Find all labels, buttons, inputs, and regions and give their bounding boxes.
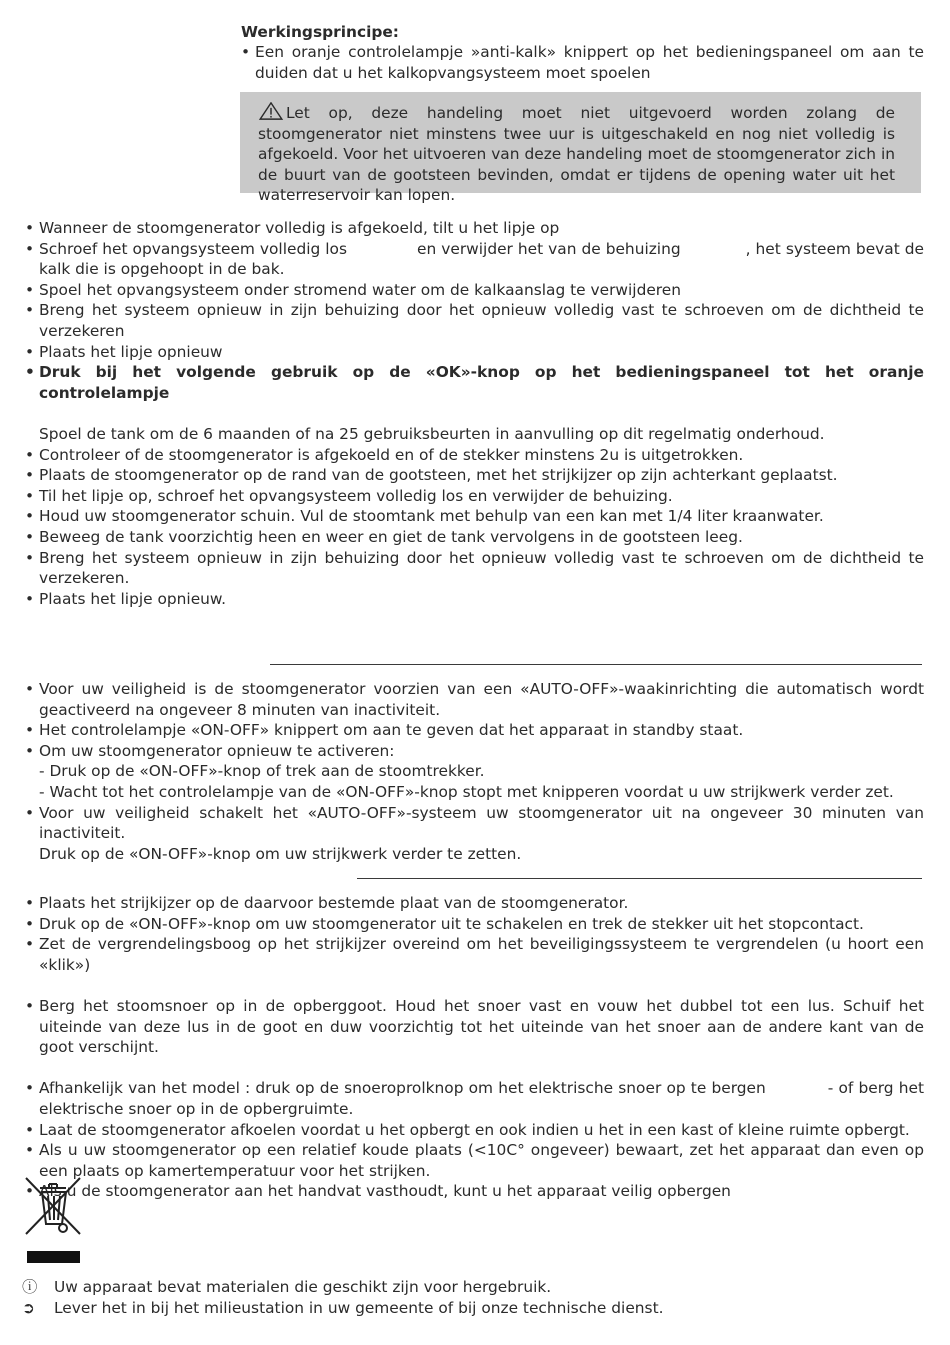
tank-step: • Til het lipje op, schroef het opvangsysteem volledig los en verwijder de behuizing. [25, 486, 924, 507]
tank-step: • Plaats het lipje opnieuw. [25, 589, 924, 610]
tank-step: • Houd uw stoomgenerator schuin. Vul de stoomtank met behulp van een kan met 1/4 liter kraanwater. [25, 506, 924, 527]
autooff-line: Druk op de «ON-OFF»-knop om uw strijkwerk verder te zetten. [39, 844, 522, 863]
autooff-dash: - Druk op de «ON-OFF»-knop of trek aan de stoomtrekker. [39, 762, 485, 781]
storage-step: • Berg het stoomsnoer op in de opberggoot. Houd het snoer vast en vouw het dubbel tot een lus. Schuif het uiteinde van deze lus in de goot en duw voorzichtig tot het uiteinde van het snoer aan de andere kant van de goot verschijnt. [25, 996, 924, 1058]
section-rule [270, 664, 922, 665]
weee-bar [27, 1251, 80, 1263]
rinse-step: • Breng het systeem opnieuw in zijn behuizing door het opnieuw volledig vast te schroeven om de dichtheid te verzekeren [25, 300, 924, 341]
autooff-bullet: • Om uw stoomgenerator opnieuw te activeren: [25, 741, 924, 762]
principle-list [241, 42, 924, 83]
tank-step: • Controleer of de stoomgenerator is afgekoeld en of de stekker minstens 2u is uitgetrokken. [25, 445, 924, 466]
warning-box [240, 92, 921, 205]
rinse-step: • Spoel het opvangsysteem onder stromend water om de kalkaanslag te verwijderen [25, 280, 924, 301]
warning-triangle-icon [258, 102, 284, 120]
storage-step: • Laat de stoomgenerator afkoelen voordat u het opbergt en ook indien u het in een kast of kleine ruimte opbergt. [25, 1120, 924, 1141]
storage-list [25, 893, 929, 1202]
principle-heading: Werkingsprincipe: [241, 23, 399, 41]
tank-step: • Plaats de stoomgenerator op de rand van de gootsteen, met het strijkijzer op zijn achterkant geplaatst. [25, 465, 924, 486]
footer-line-return [22, 1298, 664, 1319]
rinse-step: • Plaats het lipje opnieuw [25, 342, 924, 363]
spacer [25, 1058, 924, 1079]
autooff-bullet: • Het controlelampje «ON-OFF» knippert om aan te geven dat het apparaat in standby staat. [25, 720, 924, 741]
storage-step: • Zet de vergrendelingsboog op het strijkijzer overeind om het beveiligingssysteem te vergrendelen (u hoort een «klik») [25, 934, 924, 975]
autooff-list [25, 679, 924, 864]
warning-text: Let op, deze handeling moet niet uitgevoerd worden zolang de stoomgenerator niet minstens twee uur is uitgeschakeld en nog niet volledig is afgekoeld. Voor het uitvoeren van deze handeling moet de stoomgenerator zich in de buurt van de gootsteen bevinden, omdat er tijdens de opening water uit het waterreservoir kan lopen. [258, 104, 895, 205]
principle-bullet: • Een oranje controlelampje »anti-kalk» knippert op het bedieningspaneel om aan te duiden dat u het kalkopvangsysteem moet spoelen [241, 42, 924, 83]
tank-intro: Spoel de tank om de 6 maanden of na 25 gebruiksbeurten in aanvulling op dit regelmatig onderhoud. [39, 424, 825, 443]
storage-step: • Plaats het strijkijzer op de daarvoor bestemde plaat van de stoomgenerator. [25, 893, 924, 914]
storage-step: • Als u de stoomgenerator aan het handvat vasthoudt, kunt u het apparaat veilig opbergen [25, 1181, 924, 1202]
info-icon: ⓘ [22, 1278, 38, 1296]
tank-step: • Beweeg de tank voorzichtig heen en weer en giet de tank vervolgens in de gootsteen leeg. [25, 527, 924, 548]
storage-step: • Als u uw stoomgenerator op een relatief koude plaats (<10C° ongeveer) bewaart, zet het apparaat dan even op een plaats op kamertemperatuur voor het strijken. [25, 1140, 924, 1181]
autooff-bullet: • Voor uw veiligheid is de stoomgenerator voorzien van een «AUTO-OFF»-waakinrichting die automatisch wordt geactiveerd na ongeveer 8 minuten van inactiviteit. [25, 679, 924, 720]
section-rule [357, 878, 922, 879]
tank-step: • Breng het systeem opnieuw in zijn behuizing door het opnieuw volledig vast te schroeven om de dichtheid te verzekeren. [25, 548, 924, 589]
rinse-step-bold: • Druk bij het volgende gebruik op de «OK»-knop op het bedieningspaneel tot het oranje controlelampje [25, 362, 924, 403]
spacer [25, 975, 924, 996]
storage-step: • Druk op de «ON-OFF»-knop om uw stoomgenerator uit te schakelen en trek de stekker uit het stopcontact. [25, 914, 924, 935]
arrow-icon: ➲ [22, 1299, 35, 1317]
footer-text: Lever het in bij het milieustation in uw gemeente of bij onze technische dienst. [54, 1299, 664, 1317]
rinse-step: • Wanneer de stoomgenerator volledig is afgekoeld, tilt u het lipje op [25, 218, 924, 239]
storage-step: • Afhankelijk van het model : druk op de snoeroprolknop om het elektrische snoer op te bergen - of berg het elektrische snoer op in de opbergruimte. [25, 1078, 924, 1119]
spacer [25, 403, 924, 424]
rinse-steps [25, 218, 929, 609]
autooff-bullet: • Voor uw veiligheid schakelt het «AUTO-OFF»-systeem uw stoomgenerator uit na ongeveer 30 minuten van inactiviteit. [25, 803, 924, 844]
rinse-step: • Schroef het opvangsysteem volledig los en verwijder het van de behuizing , het systeem bevat de kalk die is opgehoopt in de bak. [25, 239, 924, 280]
crossed-out-bin-icon [22, 1174, 84, 1238]
footer-line-recycle [22, 1277, 551, 1298]
autooff-dash: - Wacht tot het controlelampje van de «ON-OFF»-knop stopt met knipperen voordat u uw strijkwerk verder zet. [39, 782, 894, 801]
footer-text: Uw apparaat bevat materialen die geschikt zijn voor hergebruik. [54, 1278, 552, 1296]
